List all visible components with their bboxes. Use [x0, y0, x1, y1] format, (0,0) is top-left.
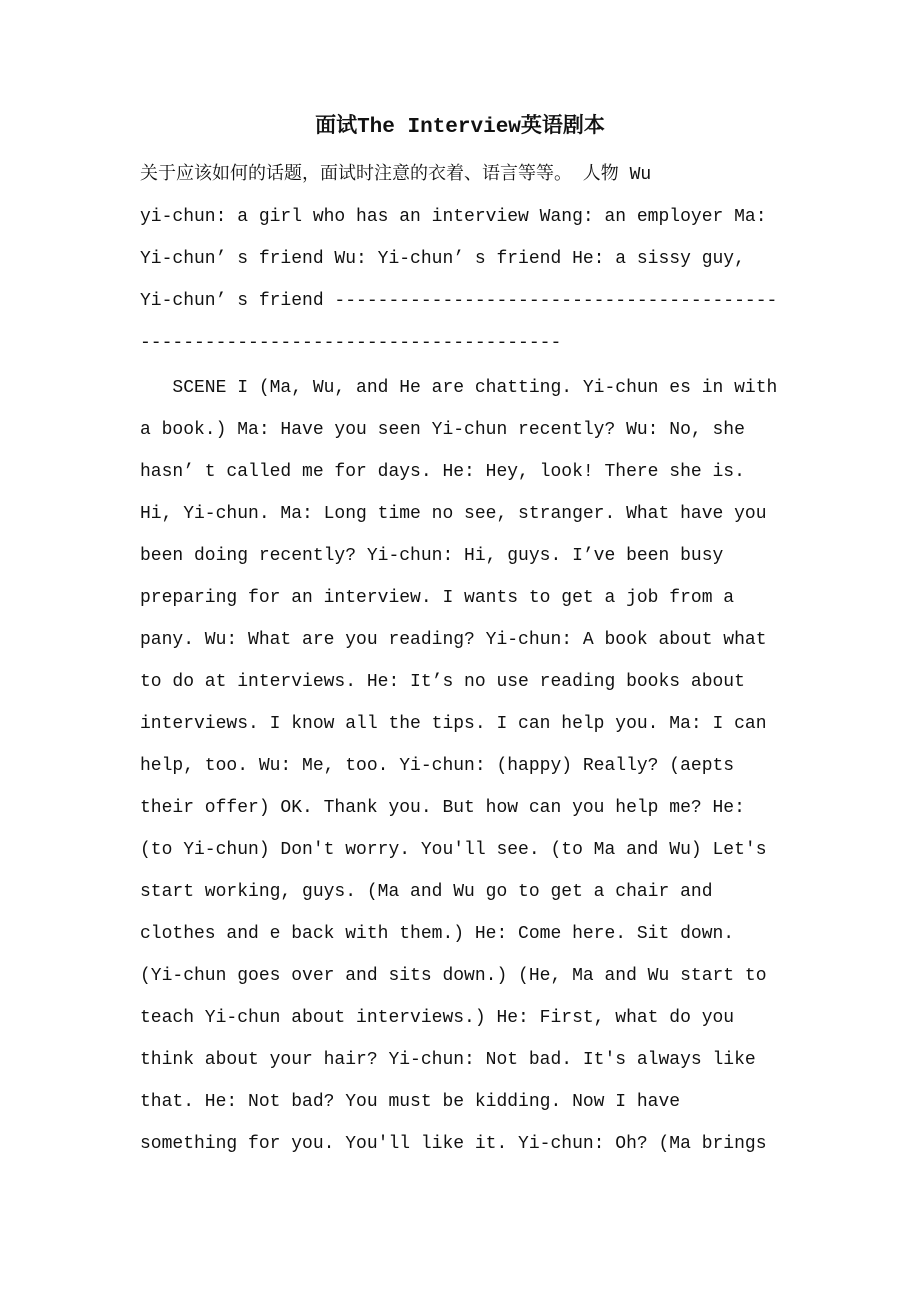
text-line: (to Yi-chun) Don't worry. You'll see. (to Ma and Wu) Let's	[140, 840, 767, 860]
text-line: SCENE I (Ma, Wu, and He are chatting. Yi-chun es in with	[140, 378, 778, 398]
text-line: 关于应该如何的话题，面试时注意的衣着、语言等等。 人物 Wu	[140, 165, 652, 185]
text-line: something for you. You'll like it. Yi-chun: Oh? (Ma brings	[140, 1134, 767, 1154]
text-line: preparing for an interview. I wants to get a job from a	[140, 588, 735, 608]
text-line: teach Yi-chun about interviews.) He: First, what do you	[140, 1008, 735, 1028]
text-line: to do at interviews. He: It’s no use reading books about	[140, 672, 745, 692]
text-line: clothes and e back with them.) He: Come here. Sit down.	[140, 924, 735, 944]
text-line: yi-chun: a girl who has an interview Wang: an employer Ma:	[140, 207, 767, 227]
text-line: that. He: Not bad? You must be kidding. Now I have	[140, 1092, 681, 1112]
scene-paragraph	[140, 367, 820, 1165]
text-line: ---------------------------------------	[140, 333, 562, 353]
document-title: 面试The Interview英语剧本	[315, 116, 605, 139]
text-line: interviews. I know all the tips. I can help you. Ma: I can	[140, 714, 767, 734]
text-line: Yi-chun’ s friend -----------------------------------------	[140, 291, 778, 311]
intro-paragraph	[140, 154, 820, 364]
text-line: Hi, Yi-chun. Ma: Long time no see, stranger. What have you	[140, 504, 767, 524]
text-line: help, too. Wu: Me, too. Yi-chun: (happy) Really? (aepts	[140, 756, 735, 776]
text-line: a book.) Ma: Have you seen Yi-chun recently? Wu: No, she	[140, 420, 745, 440]
text-line: their offer) OK. Thank you. But how can you help me? He:	[140, 798, 745, 818]
text-line: hasn’ t called me for days. He: Hey, look! There she is.	[140, 462, 745, 482]
text-line: start working, guys. (Ma and Wu go to get a chair and	[140, 882, 713, 902]
text-line: been doing recently? Yi-chun: Hi, guys. I’ve been busy	[140, 546, 724, 566]
text-line: pany. Wu: What are you reading? Yi-chun: A book about what	[140, 630, 767, 650]
text-line: (Yi-chun goes over and sits down.) (He, Ma and Wu start to	[140, 966, 767, 986]
text-line: Yi-chun’ s friend Wu: Yi-chun’ s friend He: a sissy guy,	[140, 249, 745, 269]
text-line: think about your hair? Yi-chun: Not bad. It's always like	[140, 1050, 756, 1070]
